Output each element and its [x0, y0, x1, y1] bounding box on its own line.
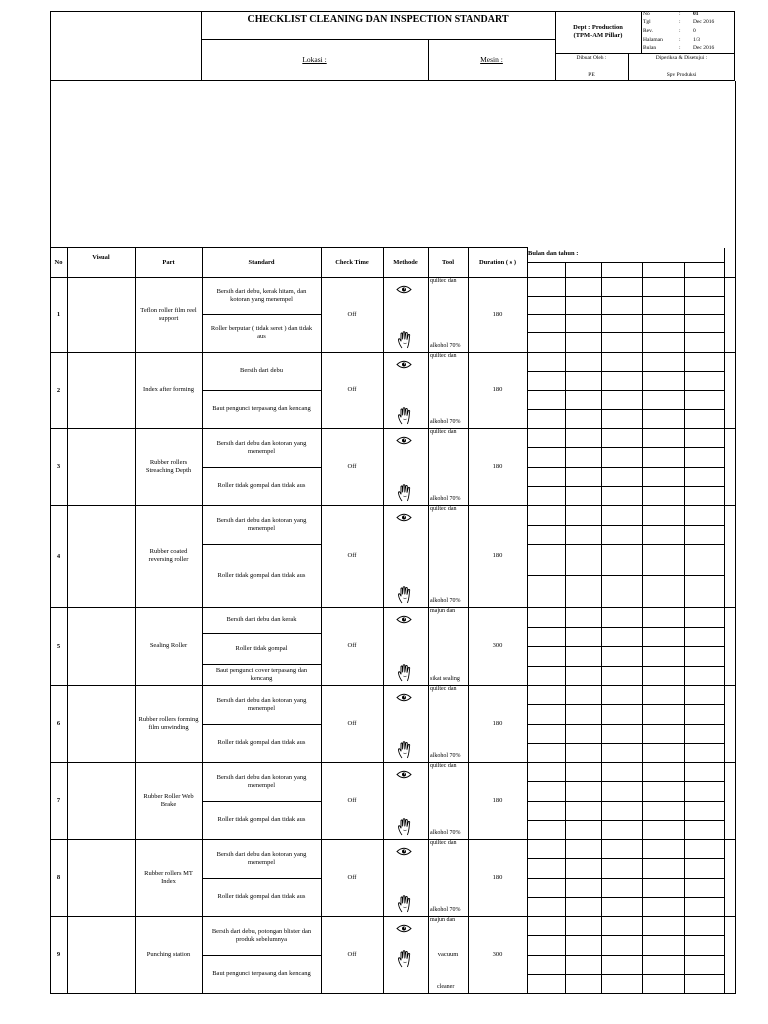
tracking-line: [527, 646, 724, 647]
hand-icon: [397, 950, 413, 968]
row-tool-bottom: alkohol 70%: [430, 830, 461, 836]
row-duration: 180: [492, 796, 503, 804]
row-standard: Roller tidak gompal dan tidak aus: [217, 482, 306, 489]
row-no: 8: [56, 874, 61, 881]
tracking-line: [527, 314, 724, 315]
hand-icon: [397, 331, 413, 349]
row-tool-top: quiltec dan: [430, 278, 457, 284]
hand-icon: [397, 586, 413, 604]
diperiksa-value: Spv Produksi: [666, 71, 697, 78]
row-standard: Roller tidak gompal dan tidak aus: [217, 893, 306, 900]
row-duration: 180: [492, 719, 503, 727]
eye-icon: [396, 513, 412, 522]
row-tool-bottom: sikat sealing: [430, 676, 460, 682]
row-standard: Bersih dari debu dan kotoran yang menempel: [216, 696, 307, 712]
row-part: Teflon roller film reel support: [140, 306, 197, 322]
row-standard: Roller tidak gompal dan tidak aus: [217, 739, 306, 746]
row-standard: Roller tidak gompal: [235, 644, 288, 652]
col-tool: Tool: [441, 259, 455, 266]
row-no: 6: [56, 720, 61, 727]
row-part: Rubber rollers forming film unwinding: [138, 715, 199, 731]
row-check-time: Off: [347, 462, 357, 470]
tracking-line: [527, 878, 724, 879]
row-part: Index after forming: [143, 386, 194, 393]
row-no: 4: [56, 552, 61, 560]
hand-icon: [397, 741, 413, 759]
hand-icon: [397, 664, 413, 682]
eye-icon: [396, 285, 412, 294]
col-visual: Visual: [92, 253, 110, 261]
tracking-line: [527, 409, 724, 410]
diperiksa-label: Diperiksa & Disetujui :: [655, 54, 708, 61]
row-tool-top: quiltec dan: [430, 840, 457, 846]
row-tool-bottom: alkohol 70%: [430, 907, 461, 913]
lokasi-label: Lokasi :: [302, 54, 327, 64]
tracking-line: [527, 575, 724, 576]
eye-icon: [396, 847, 412, 856]
col-check-time: Check Time: [335, 259, 369, 266]
row-check-time: Off: [347, 873, 357, 881]
row-duration: 180: [492, 310, 503, 318]
page-title: CHECKLIST CLEANING DAN INSPECTION STANDART: [247, 13, 509, 25]
tracking-line: [527, 801, 724, 802]
mesin-label: Mesin :: [480, 54, 503, 64]
row-tool-top: quiltec dan: [430, 763, 457, 769]
row-standard: Roller berputar ( tidak seret ) dan tidak aus: [210, 325, 313, 340]
row-tool-top: quiltec dan: [430, 686, 457, 692]
col-methode: Methode: [393, 259, 418, 266]
row-standard: Bersih dari debu dan kerak: [226, 616, 297, 623]
tracking-line: [527, 332, 724, 333]
tracking-line: [527, 974, 724, 975]
row-tool-top: quiltec dan: [430, 506, 457, 512]
row-tool-top: majun dan: [430, 608, 456, 614]
tracking-line: [527, 467, 724, 468]
row-standard: Bersih dari debu dan kotoran yang menempel: [216, 773, 307, 789]
dept-line2: (TPM-AM Pillar): [573, 31, 623, 39]
row-tool-top: quiltec dan: [430, 429, 457, 435]
hand-icon: [397, 818, 413, 836]
tracking-line: [527, 627, 724, 628]
tracking-line: [527, 897, 724, 898]
row-standard: Bersih dari debu, potongan blister dan produk sebelumnya: [211, 927, 312, 943]
row-tool-top: quiltec dan: [430, 353, 457, 359]
tracking-line: [527, 525, 724, 526]
row-standard: Bersih dari debu, kerak hitam, dan kotoran yang menempel: [216, 287, 307, 303]
row-part: Rubber coated reversing roller: [148, 548, 189, 563]
tracking-line: [527, 955, 724, 956]
row-no: 3: [56, 463, 61, 470]
tracking-line: [527, 296, 724, 297]
tracking-line: [527, 486, 724, 487]
tracking-line: [527, 666, 724, 667]
row-standard: Baut pengunci terpasang dan kencang: [212, 405, 311, 412]
row-tool-bottom: cleaner: [437, 984, 455, 990]
eye-icon: [396, 693, 412, 702]
row-check-time: Off: [347, 950, 357, 958]
eye-icon: [396, 770, 412, 779]
eye-icon: [396, 436, 412, 445]
row-part: Punching station: [146, 950, 191, 958]
row-part: Rubber rollers MT Index: [144, 869, 193, 885]
row-standard: Roller tidak gompal dan tidak aus: [217, 571, 306, 579]
row-tool-bottom: alkohol 70%: [430, 343, 461, 349]
hand-icon: [397, 484, 413, 502]
row-no: 2: [56, 386, 61, 394]
tracking-line: [527, 371, 724, 372]
row-tool-bottom: alkohol 70%: [430, 598, 461, 604]
row-no: 7: [56, 797, 61, 804]
tracking-line: [527, 858, 724, 859]
row-check-time: Off: [347, 552, 357, 559]
row-standard: Bersih dari debu dan kotoran yang menempel: [216, 516, 307, 532]
eye-icon: [396, 360, 412, 369]
row-duration: 300: [492, 642, 503, 649]
row-tool-bottom: alkohol 70%: [430, 496, 461, 502]
dept-line1: Dept : Production: [573, 23, 623, 31]
row-duration: 180: [492, 386, 503, 393]
row-check-time: Off: [347, 796, 357, 804]
row-duration: 180: [492, 552, 503, 559]
row-standard: Roller tidak gompal dan tidak aus: [217, 816, 306, 823]
tracking-line: [527, 935, 724, 936]
col-no: No: [54, 259, 63, 266]
row-tool-bottom: alkohol 70%: [430, 753, 461, 759]
row-tool-top: majun dan: [430, 917, 456, 923]
row-tool-bottom: alkohol 70%: [430, 419, 461, 425]
hand-icon: [397, 895, 413, 913]
tracking-line: [527, 724, 724, 725]
tracking-line: [527, 743, 724, 744]
row-check-time: Off: [347, 310, 357, 318]
dibuat-value: PE: [588, 71, 595, 78]
row-duration: 180: [492, 873, 503, 881]
col-bulan-tahun: Bulan dan tahun :: [528, 250, 579, 257]
row-no: 5: [56, 642, 61, 650]
row-tool-middle: vacuum: [437, 950, 459, 958]
row-part: Rubber Roller Web Brake: [143, 792, 194, 808]
row-check-time: Off: [347, 642, 357, 649]
row-no: 9: [56, 951, 61, 958]
col-part: Part: [162, 259, 175, 266]
row-duration: 180: [492, 462, 503, 470]
tracking-line: [527, 390, 724, 391]
row-no: 1: [56, 311, 61, 318]
row-duration: 300: [492, 950, 503, 958]
tracking-line: [527, 781, 724, 782]
row-standard: Bersih dari debu dan kotoran yang menempel: [216, 850, 307, 866]
tracking-line: [527, 704, 724, 705]
tracking-line: [527, 820, 724, 821]
dibuat-label: Dibuat Oleh :: [576, 54, 607, 61]
col-duration: Duration ( s ): [478, 259, 516, 266]
col-standard: Standard: [248, 259, 275, 266]
hand-icon: [397, 407, 413, 425]
row-part: Sealing Roller: [149, 642, 188, 649]
doc-meta: No : 01 Tgl : Dec 2016 Rev. : 0 Halaman : 1/3 Bulan : Dec 2016: [643, 11, 715, 51]
eye-icon: [396, 615, 412, 624]
row-standard: Bersih dari debu dan kotoran yang menempel: [216, 439, 307, 455]
row-standard: Baut pengunci cover terpasang dan kencang: [215, 666, 308, 682]
row-standard: Bersih dari debu: [240, 367, 283, 374]
row-standard: Baut pengunci terpasang dan kencang: [212, 970, 311, 977]
row-check-time: Off: [347, 719, 357, 727]
eye-icon: [396, 924, 412, 933]
row-check-time: Off: [347, 386, 357, 393]
tracking-line: [527, 544, 724, 545]
tracking-line: [527, 447, 724, 448]
row-part: Rubber rollers Streaching Depth: [145, 458, 192, 474]
